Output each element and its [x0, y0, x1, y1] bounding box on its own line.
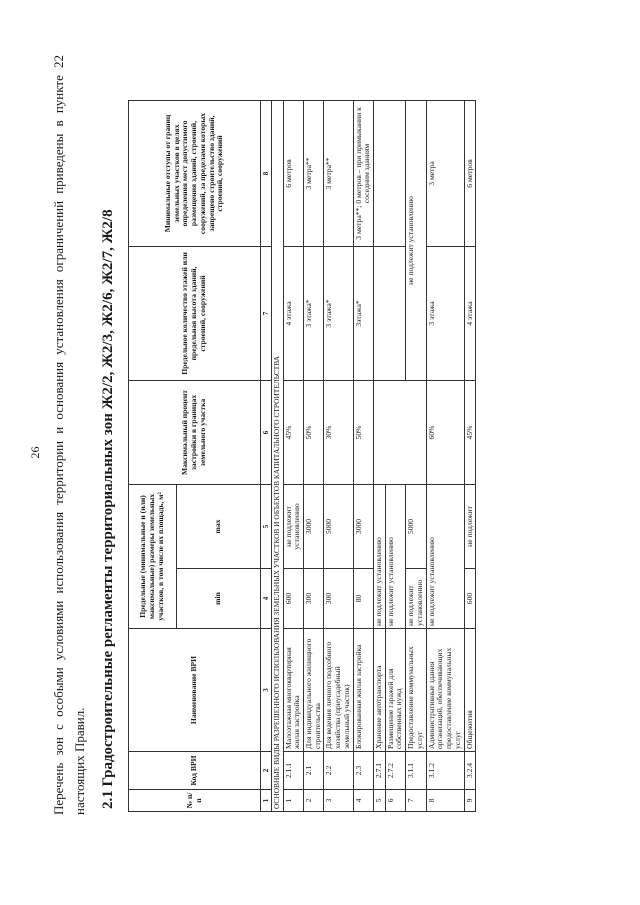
row-no: 5	[374, 790, 386, 812]
row-not-regulated: не подлежит установлению	[374, 484, 386, 628]
row-max: не подлежит	[464, 484, 476, 568]
row-setback: 3 метра	[426, 100, 464, 246]
row-setback: 3 метра**; 0 метров – при примыкании к соседним зданиям	[353, 100, 373, 246]
row-no: 6	[385, 790, 405, 812]
row-coverage: 50%	[304, 380, 324, 484]
row-floors: 3 этажа*	[324, 246, 353, 380]
header-setback: Минимальные отступы от границ земельных участков в целях определения мест допустимого размещения зданий, строений, сооружений, за пределами которых запрещено строительство зданий, строений, сооружений	[129, 100, 261, 246]
row-not-regulated: не подлежит установлению	[406, 100, 426, 380]
row-no: 7	[406, 790, 426, 812]
row-coverage: 45%	[283, 380, 303, 484]
row-min: 600	[283, 569, 303, 629]
col-number: 8	[261, 100, 272, 246]
section-row	[272, 100, 284, 811]
row-coverage: 45%	[464, 380, 476, 484]
row-min: не подлежит установлению	[406, 569, 426, 629]
header-max: max	[177, 484, 261, 568]
row-name: Размещение гаражей для собственных нужд	[385, 629, 405, 752]
header-code: Код ВРИ	[129, 752, 261, 790]
row-name: Для ведения личного подсобного хозяйства (приусадебный земельный участок)	[324, 629, 353, 752]
row-min: 600	[464, 569, 476, 629]
col-number: 7	[261, 246, 272, 380]
row-merged-empty	[374, 246, 406, 380]
row-setback: 6 метров	[464, 100, 476, 246]
row-floors: 3этажа*	[353, 246, 373, 380]
page-number: 26	[28, 446, 42, 459]
row-merged-empty	[374, 380, 427, 484]
table-row	[464, 100, 476, 811]
row-floors: 4 этажа	[464, 246, 476, 380]
row-code: 3.2.4	[464, 752, 476, 790]
row-max: 3000	[353, 484, 373, 568]
row-floors: 3 этажа	[426, 246, 464, 380]
intro-paragraph: Перечень зон с особыми условиями использования территории и основания установления ограничений приведены в пункте 22 настоящих Правил.	[51, 55, 87, 815]
row-name: Хранение автотранспорта	[374, 629, 386, 752]
row-no: 1	[283, 790, 303, 812]
row-no: 8	[426, 790, 464, 812]
col-number: 2	[261, 752, 272, 790]
header-coverage: Максимальный процент застройки в границах земельного участка	[129, 380, 261, 484]
header-floors: Предельное количество этажей или предельная высота зданий, строений, сооружений	[129, 246, 261, 380]
row-coverage: 60%	[426, 380, 464, 484]
row-name: Для индивидуального жилищного строительства	[304, 629, 324, 752]
row-setback: 3 метра**	[304, 100, 324, 246]
table-row	[283, 100, 303, 811]
row-name: Общежития	[464, 629, 476, 752]
row-floors: 3 этажа*	[304, 246, 324, 380]
table-row	[304, 100, 324, 811]
row-coverage: 50%	[353, 380, 373, 484]
regulations-table	[128, 100, 476, 812]
row-code: 2.2	[324, 752, 353, 790]
row-code: 2.1	[304, 752, 324, 790]
row-name: Малоэтажная многоквартирная жилая застройка	[283, 629, 303, 752]
table-row	[353, 100, 373, 811]
table-row	[374, 100, 386, 811]
section-title: 2.1 Градостроительные регламенты территориальных зон Ж2/2, Ж2/3, Ж2/6, Ж2/7, Ж2/8	[100, 209, 116, 809]
row-max: не подлежит установлению	[283, 484, 303, 568]
header-no: № п/п	[129, 790, 261, 812]
row-code: 3.1.1	[406, 752, 426, 790]
row-min: 80	[353, 569, 373, 629]
row-code: 2.3	[353, 752, 373, 790]
row-not-regulated: не подлежит установлению	[385, 484, 405, 628]
row-name: Предоставление коммунальных услуг	[406, 629, 426, 752]
row-floors: 4 этажа	[283, 246, 303, 380]
row-code: 3.1.2	[426, 752, 464, 790]
col-number: 6	[261, 380, 272, 484]
col-number: 1	[261, 790, 272, 812]
col-number: 5	[261, 484, 272, 568]
row-not-regulated: не подлежит установлению	[426, 484, 464, 628]
header-min: min	[177, 569, 261, 629]
row-coverage: 30%	[324, 380, 353, 484]
row-merged-empty	[374, 100, 406, 246]
row-code: 2.7.2	[385, 752, 405, 790]
row-min: 300	[324, 569, 353, 629]
section-row-label: ОСНОВНЫЕ ВИДЫ РАЗРЕШЕННОГО ИСПОЛЬЗОВАНИЯ ЗЕМЕЛЬНЫХ УЧАСТКОВ И ОБЪЕКТОВ КАПИТАЛЬНОГО СТРОИТЕЛЬСТВА	[272, 100, 284, 811]
row-setback: 6 метров	[283, 100, 303, 246]
column-number-row	[261, 100, 272, 811]
row-name: Блокированная жилая застройка	[353, 629, 373, 752]
row-min: 300	[304, 569, 324, 629]
row-no: 3	[324, 790, 353, 812]
row-code: 2.7.1	[374, 752, 386, 790]
header-name: Наименование ВРИ	[129, 629, 261, 752]
row-no: 2	[304, 790, 324, 812]
row-no: 4	[353, 790, 373, 812]
row-setback: 3 метра**	[324, 100, 353, 246]
row-max: 3000	[304, 484, 324, 568]
table-row	[324, 100, 353, 811]
col-number: 4	[261, 569, 272, 629]
row-max: 5000	[324, 484, 353, 568]
table-row	[426, 100, 464, 811]
row-name: Административные здания организаций, обеспечивающих предоставление коммунальных услуг	[426, 629, 464, 752]
row-max: 5000	[406, 484, 426, 568]
row-no: 9	[464, 790, 476, 812]
row-code: 2.1.1	[283, 752, 303, 790]
col-number: 3	[261, 629, 272, 752]
header-size-group: Предельные (минимальные и (или) максимальные) размеры земельных участков, в том числе их площадь, м²	[129, 484, 177, 628]
